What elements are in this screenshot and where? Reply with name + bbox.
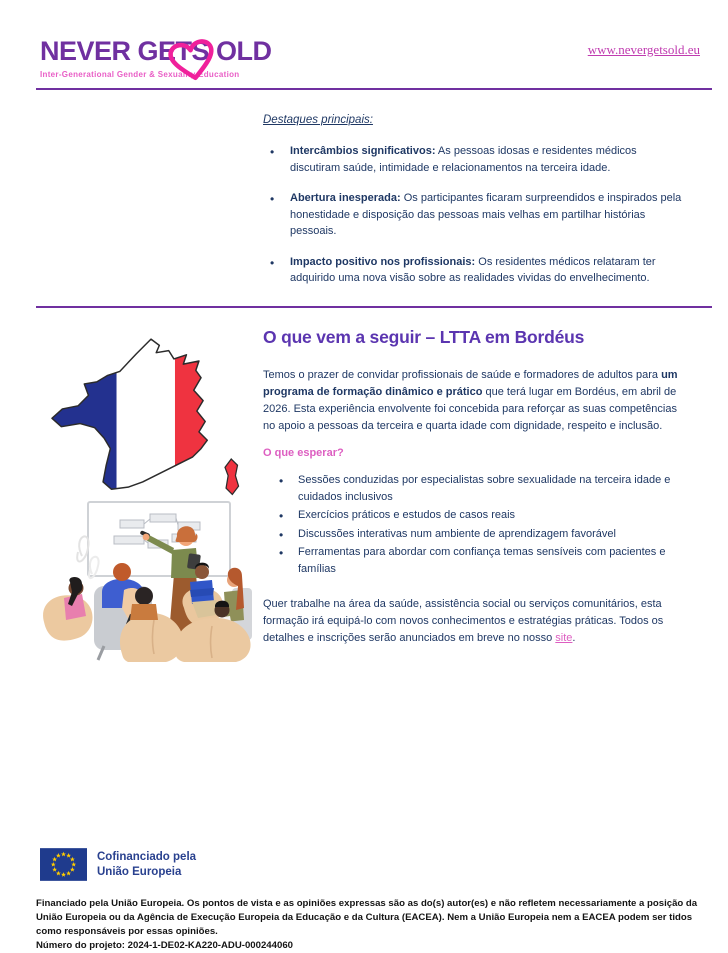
highlight-item (263, 190, 687, 240)
next-section (263, 324, 689, 653)
highlight-text: Os participantes ficaram surpreendidos e inspirados pela honestidade e disposição das pessoas mais velhas em partilhar histórias pessoais. (290, 192, 682, 238)
eu-cofunded-block (40, 848, 196, 881)
eu-label-line1: Cofinanciado pela (97, 851, 197, 864)
footer-disclaimer: Financiado pela União Europeia. Os pontos de vista e as opiniões expressas são as do(s) autor(es) e não refletem necessariamente a posição da União Europeia ou da Agência de Execução Europeia da Educação e da Cultura (EACEA). Nem a União Europeia nem a EACEA podem ser tidos como responsáveis por essas opiniões. (36, 898, 698, 937)
eu-cofunded-label (97, 850, 196, 879)
highlight-lead: Impacto positivo nos profissionais: (290, 255, 476, 268)
section-divider (36, 306, 712, 308)
footer (36, 897, 714, 953)
expect-heading: O que esperar? (263, 447, 344, 460)
outro-paragraph (263, 596, 689, 647)
highlight-item (263, 254, 687, 287)
highlight-item (263, 143, 687, 176)
highlights-list (263, 143, 687, 287)
highlight-text: Os residentes médicos relataram ter adquirido uma nova visão sobre as realidades vividas do envelhecimento. (290, 255, 656, 285)
eu-flag-icon (40, 848, 87, 881)
classroom-illustration (26, 496, 260, 662)
logo (40, 38, 300, 79)
highlights-section (263, 112, 687, 301)
highlight-lead: Intercâmbios significativos: (290, 145, 436, 158)
highlight-lead: Abertura inesperada: (290, 192, 401, 205)
intro-paragraph (263, 367, 689, 435)
logo-subtitle: Inter-Generational Gender & Sexuality Education (40, 70, 240, 79)
intro-pre: Temos o prazer de convidar profissionais de saúde e formadores de adultos para (263, 369, 662, 382)
outro-end: . (572, 631, 576, 644)
outro-pre: Quer trabalhe na área da saúde, assistência social ou serviços comunitários, esta formação irá equipá-lo com novos conhecimentos e estratégias práticas. Todos os detalhes e inscrições serão anunciados em breve no nosso (263, 597, 664, 644)
expect-item: • Exercícios práticos e estudos de casos reais (277, 507, 689, 524)
highlight-text: As pessoas idosas e residentes médicos discutiram saúde, intimidade e relacionamentos na terceira idade. (290, 145, 637, 174)
expect-list (277, 472, 689, 577)
france-map-illustration (46, 336, 256, 508)
intro-post: que terá lugar em Bordéus, em abril de 2026. Esta experiência envolvente foi concebida para reforçar as suas competências no apoio a pessoas da terceira e quarta idade com dignidade, respeito e inclusão. (263, 386, 677, 433)
expect-item: • Sessões conduzidas por especialistas sobre sexualidade na terceira idade e cuidados inclusivos (277, 472, 689, 506)
highlights-heading: Destaques principais: (263, 114, 373, 126)
expect-item: • Ferramentas para abordar com confiança temas sensíveis com pacientes e famílias (277, 544, 689, 578)
header-divider (36, 88, 712, 90)
eu-label-line2: União Europeia (97, 865, 182, 878)
next-section-heading: O que vem a seguir – LTTA em Bordéus (263, 327, 585, 347)
intro-bold: um programa de formação dinâmico e prático (263, 369, 678, 399)
logo-title: NEVER GETS OLD (40, 36, 272, 66)
site-link[interactable]: site (555, 631, 573, 644)
project-number: Número do projeto: 2024-1-DE02-KA220-ADU-000244060 (36, 939, 293, 951)
left-listener (43, 577, 92, 641)
website-link[interactable]: www.nevergetsold.eu (587, 42, 700, 57)
expect-item: • Discussões interativas num ambiente de aprendizagem favorável (277, 526, 689, 543)
